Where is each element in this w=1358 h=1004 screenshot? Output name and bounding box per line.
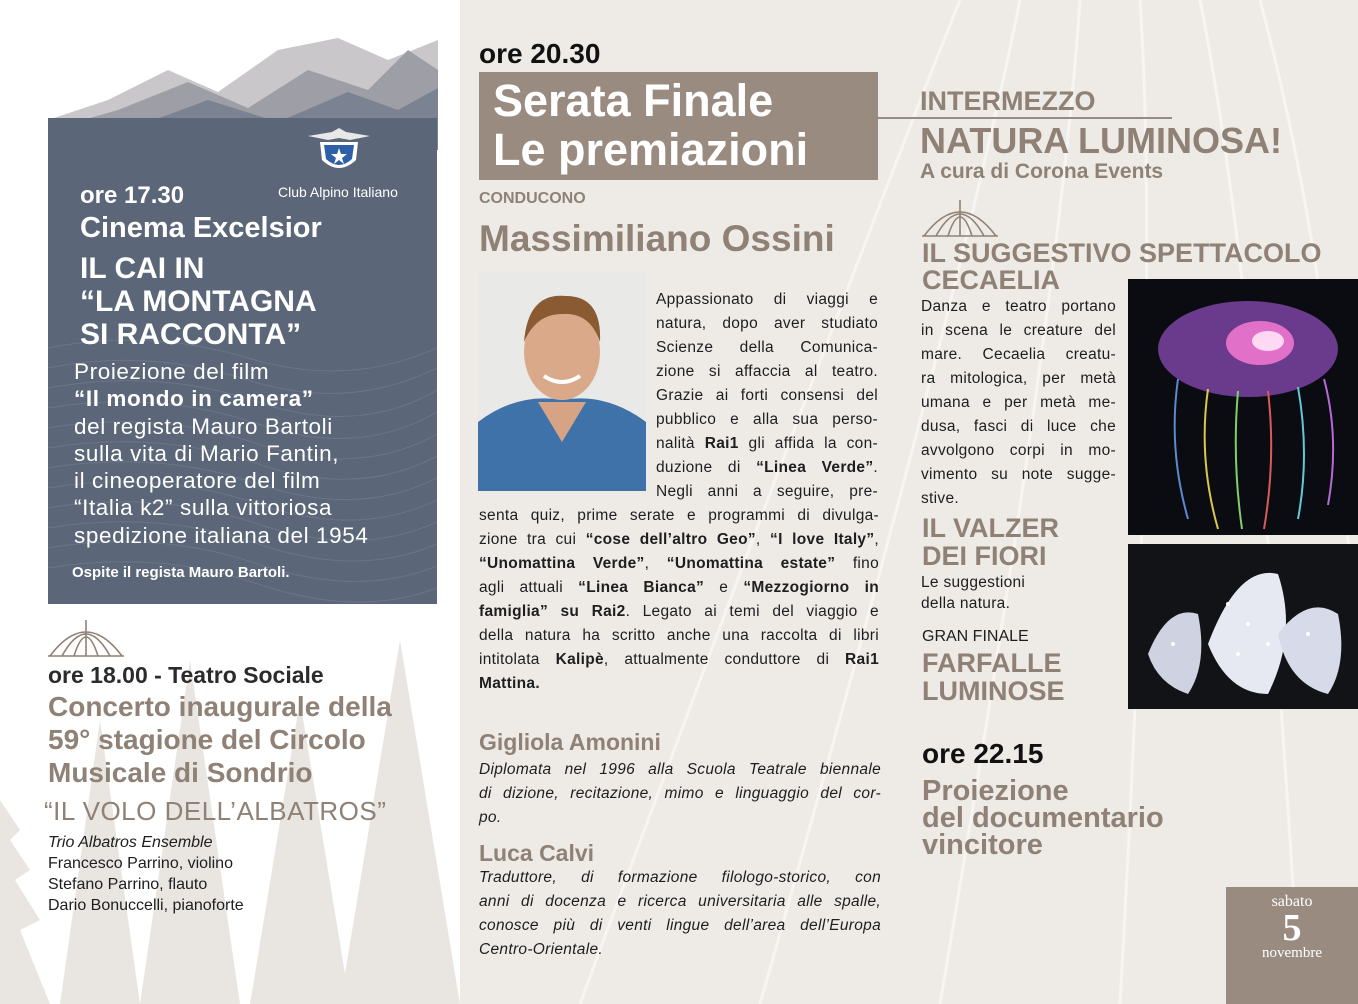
guest-note: Ospite il regista Mauro Bartoli. [72, 564, 290, 581]
month-name: novembre [1262, 945, 1322, 961]
day-number: 5 [1282, 907, 1302, 949]
proiezione-title: Proiezione del documentario vincitore [922, 775, 1164, 861]
guest1-name: Gigliola Amonini [479, 729, 661, 755]
date-badge [1226, 887, 1358, 1004]
time-1800-teatro: ore 18.00 - Teatro Sociale [48, 662, 324, 688]
dome-icon [48, 618, 124, 658]
il-volo-title: “IL VOLO DELL’ALBATROS” [44, 796, 387, 826]
valzer-description: Le suggestioni della natura. [921, 574, 1026, 612]
ensemble-list: Trio Albatros Ensemble Francesco Parrino, violino Stefano Parrino, flauto Dario Bonuccelli, pianoforte [48, 834, 244, 914]
host-name: Massimiliano Ossini [479, 218, 835, 259]
host-bio-side: Appassionato di viaggi e natura, dopo aver studiato Scienze della Comunica- zione si affaccia al teatro. Grazie ai forti consensi del pubblico e alla sua perso- nalità Rai1 gli affida la con- duzione di “Linea Verde”. Negli anni a seguire, pre- [656, 291, 878, 500]
time-2215: ore 22.15 [922, 738, 1044, 769]
host-photo [478, 272, 646, 491]
time-1730: ore 17.30 [80, 182, 185, 209]
serata-finale-title: Serata Finale Le premiazioni [493, 75, 809, 175]
cai-logo-icon [306, 126, 372, 178]
concert-title: Concerto inaugurale della 59° stagione del Circolo Musicale di Sondrio [48, 691, 392, 788]
left-panel [0, 0, 460, 1004]
dome-icon-2 [922, 198, 998, 238]
host-bio-full: senta quiz, prime serate e programmi di divulga- zione tra cui “cose dell’altro Geo”, “I love Italy”, “Unomattina Verde”, “Unomattina estate” fino agli attuali “Linea Bianca” e “Mezzogiorno in famiglia” su Rai2. Legato ai temi del viaggio e della natura ha scritto anche una raccolta di libri intitolata Kalipè, attualmente conduttore di Rai1 Mattina. [479, 507, 880, 692]
guest2-bio: Traduttore, di formazione filologo-storico, con anni di docenza e ricerca universitaria alle spalle, conosce più di venti lingue dell’area dell’Europa Centro-Orientale. [479, 869, 881, 958]
cecaelia-description: Danza e teatro portano in scena le creature del mare. Cecaelia creatu- ra mitologica, per metà umana e per metà me- dusa, fasci di luce che avvolgono corpi in mo- vimento su note sugge- stive. [921, 298, 1116, 507]
natura-luminosa-title: NATURA LUMINOSA! [920, 120, 1282, 161]
conducono-label: CONDUCONO [479, 190, 586, 207]
cai-event-title: IL CAI IN “LA MONTAGNA SI RACCONTA” [80, 252, 317, 351]
cai-logo-text: Club Alpino Italiano [278, 184, 398, 200]
farfalle-title: FARFALLE LUMINOSE [922, 648, 1065, 706]
valzer-title: IL VALZER DEI FIORI [922, 513, 1060, 571]
guest2-name: Luca Calvi [479, 840, 595, 866]
butterflies-photo [1128, 544, 1358, 709]
cai-event-box [48, 118, 437, 604]
day-name: sabato [1271, 893, 1313, 910]
spettacolo-title: IL SUGGESTIVO SPETTACOLO CECAELIA [922, 238, 1322, 295]
guest1-bio: Diplomata nel 1996 alla Scuola Teatrale biennale di dizione, recitazione, mimo e linguaggio del cor- po. [479, 761, 881, 826]
corona-events: A cura di Corona Events [920, 160, 1164, 183]
film-description: Proiezione del film “Il mondo in camera” del regista Mauro Bartoli sulla vita di Mario Fantin, il cineoperatore del film “Italia k2” sulla vittoriosa spedizione italiana del 1954 [74, 359, 369, 548]
venue-cinema-excelsior: Cinema Excelsior [80, 212, 322, 244]
jellyfish-photo [1128, 279, 1358, 535]
intermezzo-divider [878, 117, 1172, 119]
gran-finale-label: GRAN FINALE [922, 628, 1029, 645]
serata-finale-box [479, 72, 878, 180]
time-2030: ore 20.30 [479, 38, 601, 69]
intermezzo-label: INTERMEZZO [920, 86, 1096, 116]
